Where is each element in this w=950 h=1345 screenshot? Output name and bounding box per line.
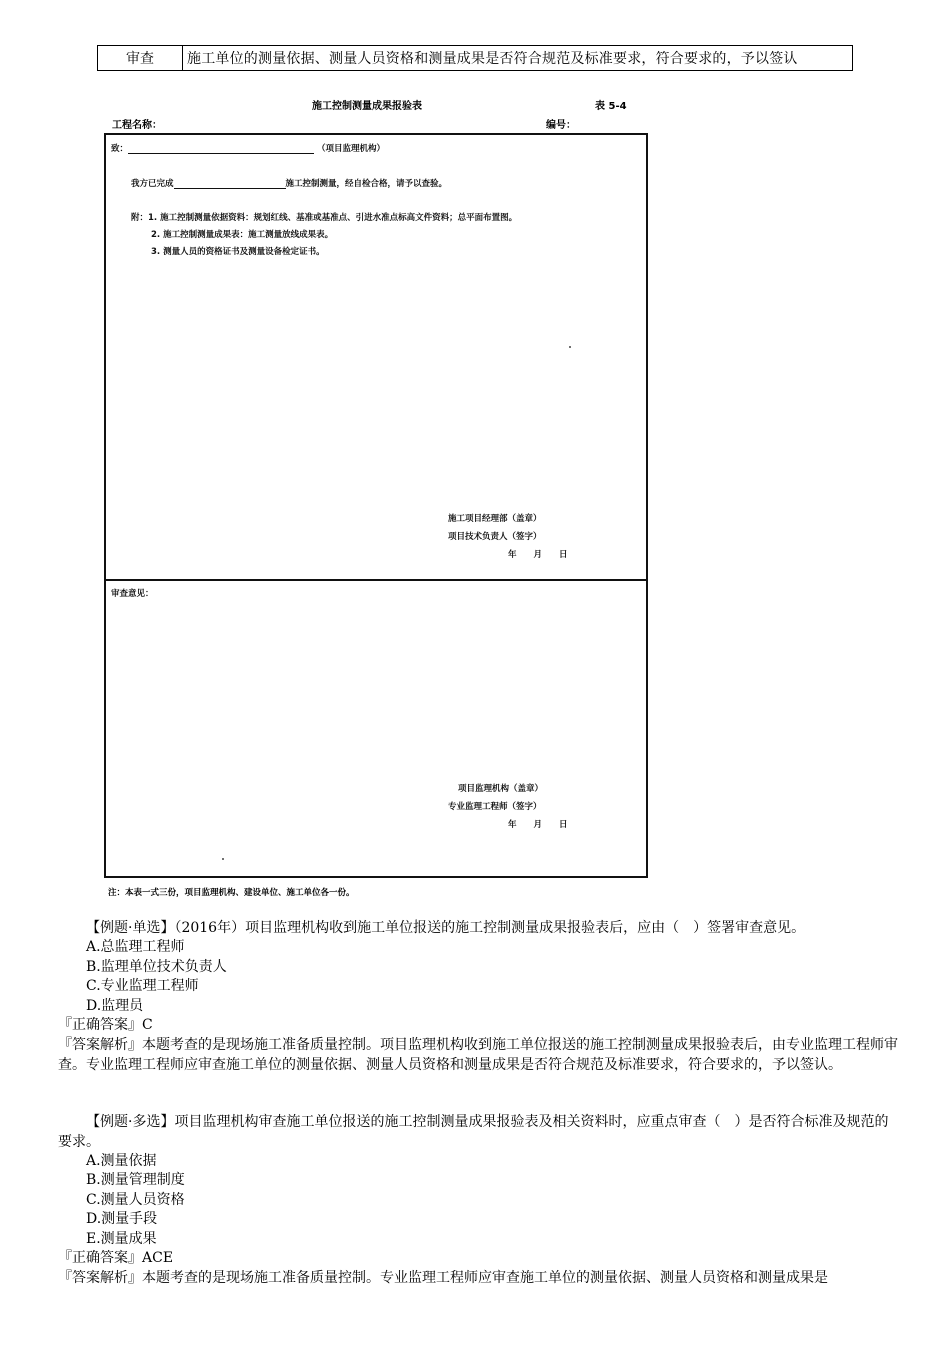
- question-2-option-a: A.测量依据: [86, 1153, 157, 1169]
- question-1-answer: 『正确答案』C: [58, 1017, 153, 1033]
- form-to-blank: [128, 144, 314, 154]
- form-box: [104, 133, 648, 878]
- question-2-option-c: C.测量人员资格: [86, 1192, 185, 1208]
- scan-speck: [222, 858, 224, 860]
- question-1-stem: 【例题·单选】（2016年）项目监理机构收到施工单位报送的施工控制测量成果报验表后，应由（ ）签署审查意见。: [86, 920, 806, 936]
- table-cell-label: 审查: [98, 46, 183, 70]
- form-attachment-3: 3. 测量人员的资格证书及测量设备检定证书。: [151, 247, 325, 257]
- form-tech-lead: 项目技术负责人（签字）: [448, 532, 542, 542]
- form-number-label: 编号：: [546, 120, 576, 131]
- question-2-answer: 『正确答案』ACE: [58, 1250, 174, 1266]
- question-1-analysis: 『答案解析』本题考查的是现场施工准备质量控制。项目监理机构收到施工单位报送的施工控制测量成果报验表后，由专业监理工程师审查。专业监理工程师应审查施工单位的测量依据、测量人员资格和测量成果是否符合规范及标准要求，符合要求的，予以签认。: [58, 1037, 898, 1073]
- question-2-option-d: D.测量手段: [86, 1211, 158, 1227]
- question-1-option-a: A.总监理工程师: [86, 939, 185, 955]
- question-2-option-b: B.测量管理制度: [86, 1172, 185, 1188]
- question-2-option-e: E.测量成果: [86, 1231, 157, 1247]
- form-review-opinion: 审查意见：: [111, 589, 154, 599]
- form-to-line: [111, 142, 385, 154]
- form-supervision-engineer: 专业监理工程师（签字）: [448, 802, 542, 812]
- form-title: 施工控制测量成果报验表: [312, 101, 422, 112]
- question-1-option-c: C.专业监理工程师: [86, 978, 199, 994]
- form-supervision-org: 项目监理机构（盖章）: [458, 784, 544, 794]
- form-completed-line: [131, 177, 447, 189]
- form-table-number: 表 5-4: [595, 101, 627, 112]
- form-contractor-dept: 施工项目经理部（盖章）: [448, 514, 542, 524]
- form-date-2: 年 月 日: [508, 820, 568, 830]
- form-project-name-label: 工程名称：: [112, 120, 162, 131]
- form-attachment-2: 2. 施工控制测量成果表：施工测量放线成果表。: [151, 230, 334, 240]
- scan-speck: [569, 346, 571, 348]
- form-divider: [106, 579, 646, 581]
- review-table-row: [97, 45, 853, 71]
- question-1-option-b: B.监理单位技术负责人: [86, 959, 227, 975]
- form-attachment-1: 附：1. 施工控制测量依据资料：规划红线、基准或基准点、引进水准点标高文件资料；总平面布置图。: [131, 213, 518, 223]
- question-1-option-d: D.监理员: [86, 998, 144, 1014]
- form-completed-prefix: 我方已完成: [131, 179, 174, 189]
- form-completed-blank: [174, 179, 286, 189]
- measurement-inspection-form: [100, 92, 660, 902]
- table-cell-text: 施工单位的测量依据、测量人员资格和测量成果是否符合规范及标准要求，符合要求的，予以签认: [187, 51, 798, 67]
- question-2-analysis: 『答案解析』本题考查的是现场施工准备质量控制。专业监理工程师应审查施工单位的测量依据、测量人员资格和测量成果是: [58, 1270, 828, 1286]
- question-2-stem: 【例题·多选】项目监理机构审查施工单位报送的施工控制测量成果报验表及相关资料时，应重点审查（ ）是否符合标准及规范的要求。: [58, 1114, 889, 1150]
- form-to-prefix: 致：: [111, 144, 129, 154]
- form-to-suffix: （项目监理机构）: [316, 144, 385, 154]
- form-completed-suffix: 施工控制测量，经自检合格，请予以查验。: [285, 179, 448, 189]
- form-note: 注：本表一式三份，项目监理机构、建设单位、施工单位各一份。: [108, 888, 355, 898]
- form-date-1: 年 月 日: [508, 550, 568, 560]
